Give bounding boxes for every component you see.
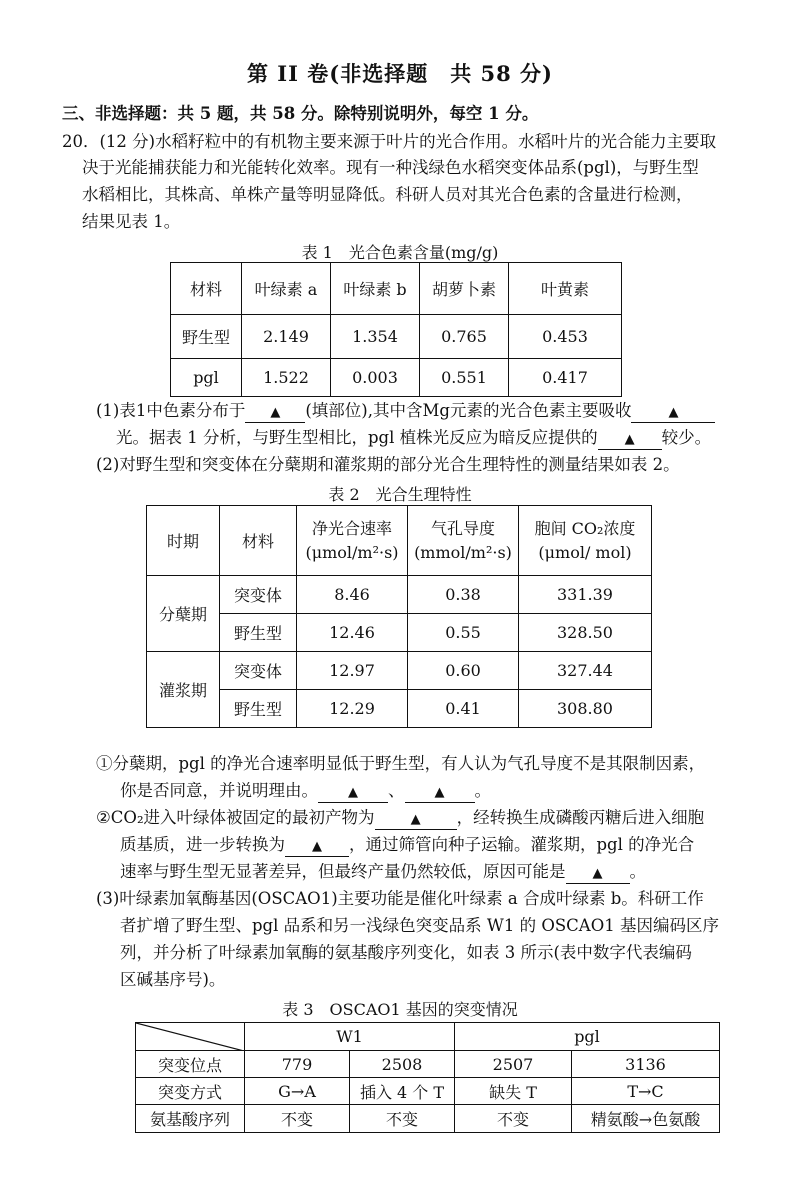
table2-cell: 0.38 (408, 576, 519, 614)
table1-header-row (171, 263, 622, 315)
table2-cell: 12.46 (297, 614, 408, 652)
table3-cell: 缺失 T (455, 1078, 572, 1105)
q20-sub1-line-1: ①分蘖期，pgl 的净光合速率明显低于野生型，有人认为气孔导度不是其限制因素， (96, 754, 706, 773)
q20-sub2-line-3 (120, 861, 646, 884)
text: 胞间 CO₂浓度 (534, 518, 636, 538)
table3-cell: 不变 (455, 1105, 572, 1133)
answer-blank[interactable]: ▲ (285, 838, 349, 857)
table-row (171, 315, 622, 359)
text: (填部位),其中含Mg元素的光合色素主要吸收 (305, 401, 632, 420)
table3-cell: 氨基酸序列 (136, 1105, 245, 1133)
table3-cell: 突变方式 (136, 1078, 245, 1105)
text: ②CO₂进入叶绿体被固定的最初产物为 (96, 808, 375, 827)
table2-cell: 327.44 (519, 652, 652, 690)
text: 你是否同意，并说明理由。 (120, 781, 318, 800)
table2-header-cell: 材料 (220, 506, 297, 576)
table3-cell: T→C (572, 1078, 720, 1105)
answer-blank[interactable]: ▲ (631, 404, 715, 423)
text: 较少。 (661, 428, 712, 447)
table1 (170, 262, 622, 397)
table1-cell: 0.453 (509, 315, 622, 359)
table3 (135, 1022, 720, 1133)
table2 (146, 505, 652, 728)
answer-blank[interactable]: ▲ (566, 865, 630, 884)
table1-cell: 0.417 (509, 359, 622, 397)
table2-cell: 0.55 (408, 614, 519, 652)
table2-cell: 331.39 (519, 576, 652, 614)
unit: (μmol/m²·s) (305, 542, 399, 562)
table-row (136, 1078, 720, 1105)
q20-intro-line-2: 决于光能捕获能力和光能转化效率。现有一种浅绿色水稻突变体品系(pgl)，与野生型 (82, 158, 699, 177)
table3-cell: 不变 (245, 1105, 350, 1133)
q20-intro-line-3: 水稻相比，其株高、单株产量等明显降低。科研人员对其光合色素的含量进行检测， (82, 185, 693, 204)
text: (1)表1中色素分布于 (96, 401, 246, 420)
table2-cell: 0.60 (408, 652, 519, 690)
text: 质基质，进一步转换为 (120, 835, 285, 854)
table1-cell: 野生型 (171, 315, 242, 359)
answer-blank[interactable]: ▲ (405, 784, 475, 803)
table2-header-cell (408, 506, 519, 576)
q20-intro-line-4: 结果见表 1。 (82, 212, 181, 231)
table-row (147, 576, 652, 614)
unit: (mmol/m²·s) (414, 542, 512, 562)
period-cell: 分蘖期 (147, 576, 220, 652)
group-header-w1: W1 (245, 1023, 455, 1051)
table-row (147, 614, 652, 652)
table3-cell: 不变 (350, 1105, 455, 1133)
table-row (147, 690, 652, 728)
text: 气孔导度 (430, 518, 495, 538)
q20-part2-intro: (2)对野生型和突变体在分蘖期和灌浆期的部分光合生理特性的测量结果如表 2。 (96, 455, 680, 474)
table3-caption: 表 3 OSCAO1 基因的突变情况 (282, 1000, 518, 1019)
table2-cell: 0.41 (408, 690, 519, 728)
answer-blank[interactable]: ▲ (375, 811, 457, 830)
part-title: 第 II 卷(非选择题 共 58 分) (247, 61, 553, 86)
diagonal-header-cell (136, 1023, 245, 1051)
table1-cell: 2.149 (242, 315, 331, 359)
text: 。 (474, 781, 491, 800)
group-header-pgl: pgl (455, 1023, 720, 1051)
table1-cell: pgl (171, 359, 242, 397)
text: 、 (388, 781, 405, 800)
table3-group-row (136, 1023, 720, 1051)
table2-cell: 突变体 (220, 576, 297, 614)
q20-part3-line-1: (3)叶绿素加氧酶基因(OSCAO1)主要功能是催化叶绿素 a 合成叶绿素 b。科研工作 (96, 889, 704, 908)
q20-part3-line-3: 列，并分析了叶绿素加氧酶的氨基酸序列变化，如表 3 所示(表中数字代表编码 (120, 943, 692, 962)
table1-header-cell: 叶绿素 b (331, 263, 420, 315)
diagonal-line (136, 1023, 244, 1051)
table3-cell: 突变位点 (136, 1051, 245, 1078)
table1-header-cell: 叶绿素 a (242, 263, 331, 315)
text: 光。据表 1 分析，与野生型相比，pgl 植株光反应为暗反应提供的 (116, 428, 598, 447)
table2-header-row (147, 506, 652, 576)
table2-caption: 表 2 光合生理特性 (328, 485, 472, 504)
text: 净光合速率 (311, 518, 392, 538)
unit: (μmol/ mol) (538, 542, 632, 562)
q20-part3-line-4: 区碱基序号)。 (120, 970, 226, 989)
table1-cell: 1.354 (331, 315, 420, 359)
q20-part1-line-1 (96, 400, 715, 423)
table2-cell: 8.46 (297, 576, 408, 614)
table1-cell: 0.551 (420, 359, 509, 397)
section-heading: 三、非选择题：共 5 题，共 58 分。除特别说明外，每空 1 分。 (62, 104, 539, 123)
q20-sub2-line-1 (96, 807, 704, 830)
answer-blank[interactable]: ▲ (245, 404, 305, 423)
period-cell: 灌浆期 (147, 652, 220, 728)
table1-cell: 0.003 (331, 359, 420, 397)
q20-part1-line-2 (116, 427, 711, 450)
table1-header-cell: 叶黄素 (509, 263, 622, 315)
table2-header-cell (297, 506, 408, 576)
table-row (147, 652, 652, 690)
table3-cell: 插入 4 个 T (350, 1078, 455, 1105)
table2-cell: 野生型 (220, 690, 297, 728)
text: ，经转换生成磷酸丙糖后进入细胞 (456, 808, 705, 827)
table1-cell: 1.522 (242, 359, 331, 397)
table2-cell: 野生型 (220, 614, 297, 652)
table3-cell: 2508 (350, 1051, 455, 1078)
table2-cell: 308.80 (519, 690, 652, 728)
table-row (136, 1051, 720, 1078)
q20-intro-line-1: 20．(12 分)水稻籽粒中的有机物主要来源于叶片的光合作用。水稻叶片的光合能力主要取 (62, 132, 717, 151)
text: ，通过筛管向种子运输。灌浆期，pgl 的净光合 (349, 835, 695, 854)
table1-cell: 0.765 (420, 315, 509, 359)
q20-sub1-line-2 (120, 780, 491, 803)
text: 速率与野生型无显著差异，但最终产量仍然较低，原因可能是 (120, 862, 566, 881)
q20-part3-line-2: 者扩增了野生型、pgl 品系和另一浅绿色突变品系 W1 的 OSCAO1 基因编码区序 (120, 916, 719, 935)
q20-sub2-line-2 (120, 834, 694, 857)
table3-cell: G→A (245, 1078, 350, 1105)
table2-cell: 突变体 (220, 652, 297, 690)
table1-header-cell: 胡萝卜素 (420, 263, 509, 315)
text: 。 (629, 862, 646, 881)
table3-cell: 精氨酸→色氨酸 (572, 1105, 720, 1133)
table1-caption: 表 1 光合色素含量(mg/g) (301, 243, 499, 262)
table2-cell: 12.97 (297, 652, 408, 690)
table3-cell: 2507 (455, 1051, 572, 1078)
table1-header-cell: 材料 (171, 263, 242, 315)
table2-header-cell (519, 506, 652, 576)
table3-cell: 3136 (572, 1051, 720, 1078)
table-row (171, 359, 622, 397)
table-row (136, 1105, 720, 1133)
table3-cell: 779 (245, 1051, 350, 1078)
answer-blank[interactable]: ▲ (598, 431, 662, 450)
table2-cell: 12.29 (297, 690, 408, 728)
answer-blank[interactable]: ▲ (318, 784, 388, 803)
table2-header-cell: 时期 (147, 506, 220, 576)
table2-cell: 328.50 (519, 614, 652, 652)
